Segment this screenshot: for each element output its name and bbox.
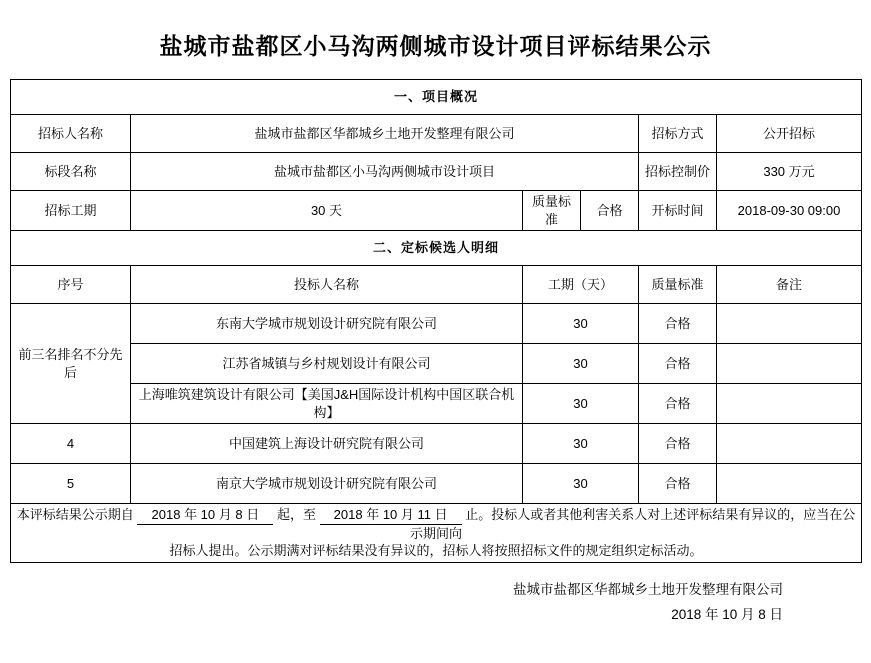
col-header-no: 序号 <box>11 266 131 304</box>
candidate-name: 上海唯筑建筑设计有限公司【美国J&H国际设计机构中国区联合机构】 <box>131 384 523 424</box>
bid-method-value: 公开招标 <box>717 115 862 153</box>
footer-org: 盐城市盐都区华都城乡土地开发整理有限公司 <box>513 581 783 597</box>
table-header-row <box>11 266 862 304</box>
candidate-remark <box>717 424 862 464</box>
bidder-org-label: 招标人名称 <box>11 115 131 153</box>
document-footer <box>10 577 861 628</box>
candidate-duration: 30 <box>523 464 639 504</box>
candidate-quality: 合格 <box>639 344 717 384</box>
candidate-duration: 30 <box>523 384 639 424</box>
bid-open-time-value: 2018-09-30 09:00 <box>717 191 862 231</box>
bid-open-time-label: 开标时间 <box>639 191 717 231</box>
col-header-quality: 质量标准 <box>639 266 717 304</box>
col-header-remark: 备注 <box>717 266 862 304</box>
table-row <box>11 153 862 191</box>
col-header-name: 投标人名称 <box>131 266 523 304</box>
candidate-name: 江苏省城镇与乡村规划设计有限公司 <box>131 344 523 384</box>
candidate-no: 4 <box>11 424 131 464</box>
notes-row <box>11 504 862 563</box>
candidate-quality: 合格 <box>639 384 717 424</box>
rank-group-label: 前三名排名不分先后 <box>11 304 131 424</box>
section2-heading-row <box>11 231 862 266</box>
candidate-duration: 30 <box>523 344 639 384</box>
candidate-no: 5 <box>11 464 131 504</box>
notes-line2: 招标人提出。公示期满对评标结果没有异议的，招标人将按照招标文件的规定组织定标活动。 <box>169 543 703 559</box>
candidate-remark <box>717 384 862 424</box>
table-row <box>11 464 862 504</box>
table-row <box>11 115 862 153</box>
control-price-label: 招标控制价 <box>639 153 717 191</box>
duration-value: 30 天 <box>131 191 523 231</box>
notes-mid1: 起，至 <box>277 507 317 523</box>
notes-cell <box>11 504 862 563</box>
notes-prefix: 本评标结果公示期自 <box>16 507 134 523</box>
quality-standard-value: 合格 <box>581 191 639 231</box>
notes-mid2: 止。投标人或者其他利害关系人对上述评标结果有异议的，应当在公示期间向 <box>410 507 856 541</box>
candidate-duration: 30 <box>523 424 639 464</box>
candidate-name: 南京大学城市规划设计研究院有限公司 <box>131 464 523 504</box>
candidate-remark <box>717 344 862 384</box>
page-title: 盐城市盐都区小马沟两侧城市设计项目评标结果公示 <box>159 33 712 59</box>
candidate-quality: 合格 <box>639 424 717 464</box>
candidate-remark <box>717 464 862 504</box>
section1-heading-row <box>11 80 862 115</box>
section-name-value: 盐城市盐都区小马沟两侧城市设计项目 <box>131 153 639 191</box>
candidate-duration: 30 <box>523 304 639 344</box>
table-row <box>11 344 862 384</box>
candidate-name: 中国建筑上海设计研究院有限公司 <box>131 424 523 464</box>
table-row <box>11 191 862 231</box>
quality-standard-label: 质量标准 <box>523 191 581 231</box>
bidder-org-value: 盐城市盐都区华都城乡土地开发整理有限公司 <box>131 115 639 153</box>
candidate-quality: 合格 <box>639 464 717 504</box>
notice-start-date: 2018 年 10 月 8 日 <box>137 506 273 525</box>
section-name-label: 标段名称 <box>11 153 131 191</box>
bid-method-label: 招标方式 <box>639 115 717 153</box>
footer-date: 2018 年 10 月 8 日 <box>671 607 783 623</box>
candidate-remark <box>717 304 862 344</box>
col-header-duration: 工期（天） <box>523 266 639 304</box>
candidate-quality: 合格 <box>639 304 717 344</box>
section2-heading: 二、定标候选人明细 <box>11 231 862 266</box>
section1-heading: 一、项目概况 <box>11 80 862 115</box>
duration-label: 招标工期 <box>11 191 131 231</box>
table-row <box>11 304 862 344</box>
announcement-table <box>10 79 862 563</box>
candidate-name: 东南大学城市规划设计研究院有限公司 <box>131 304 523 344</box>
table-row <box>11 384 862 424</box>
table-row <box>11 424 862 464</box>
notice-end-date: 2018 年 10 月 11 日 <box>320 506 462 525</box>
control-price-value: 330 万元 <box>717 153 862 191</box>
